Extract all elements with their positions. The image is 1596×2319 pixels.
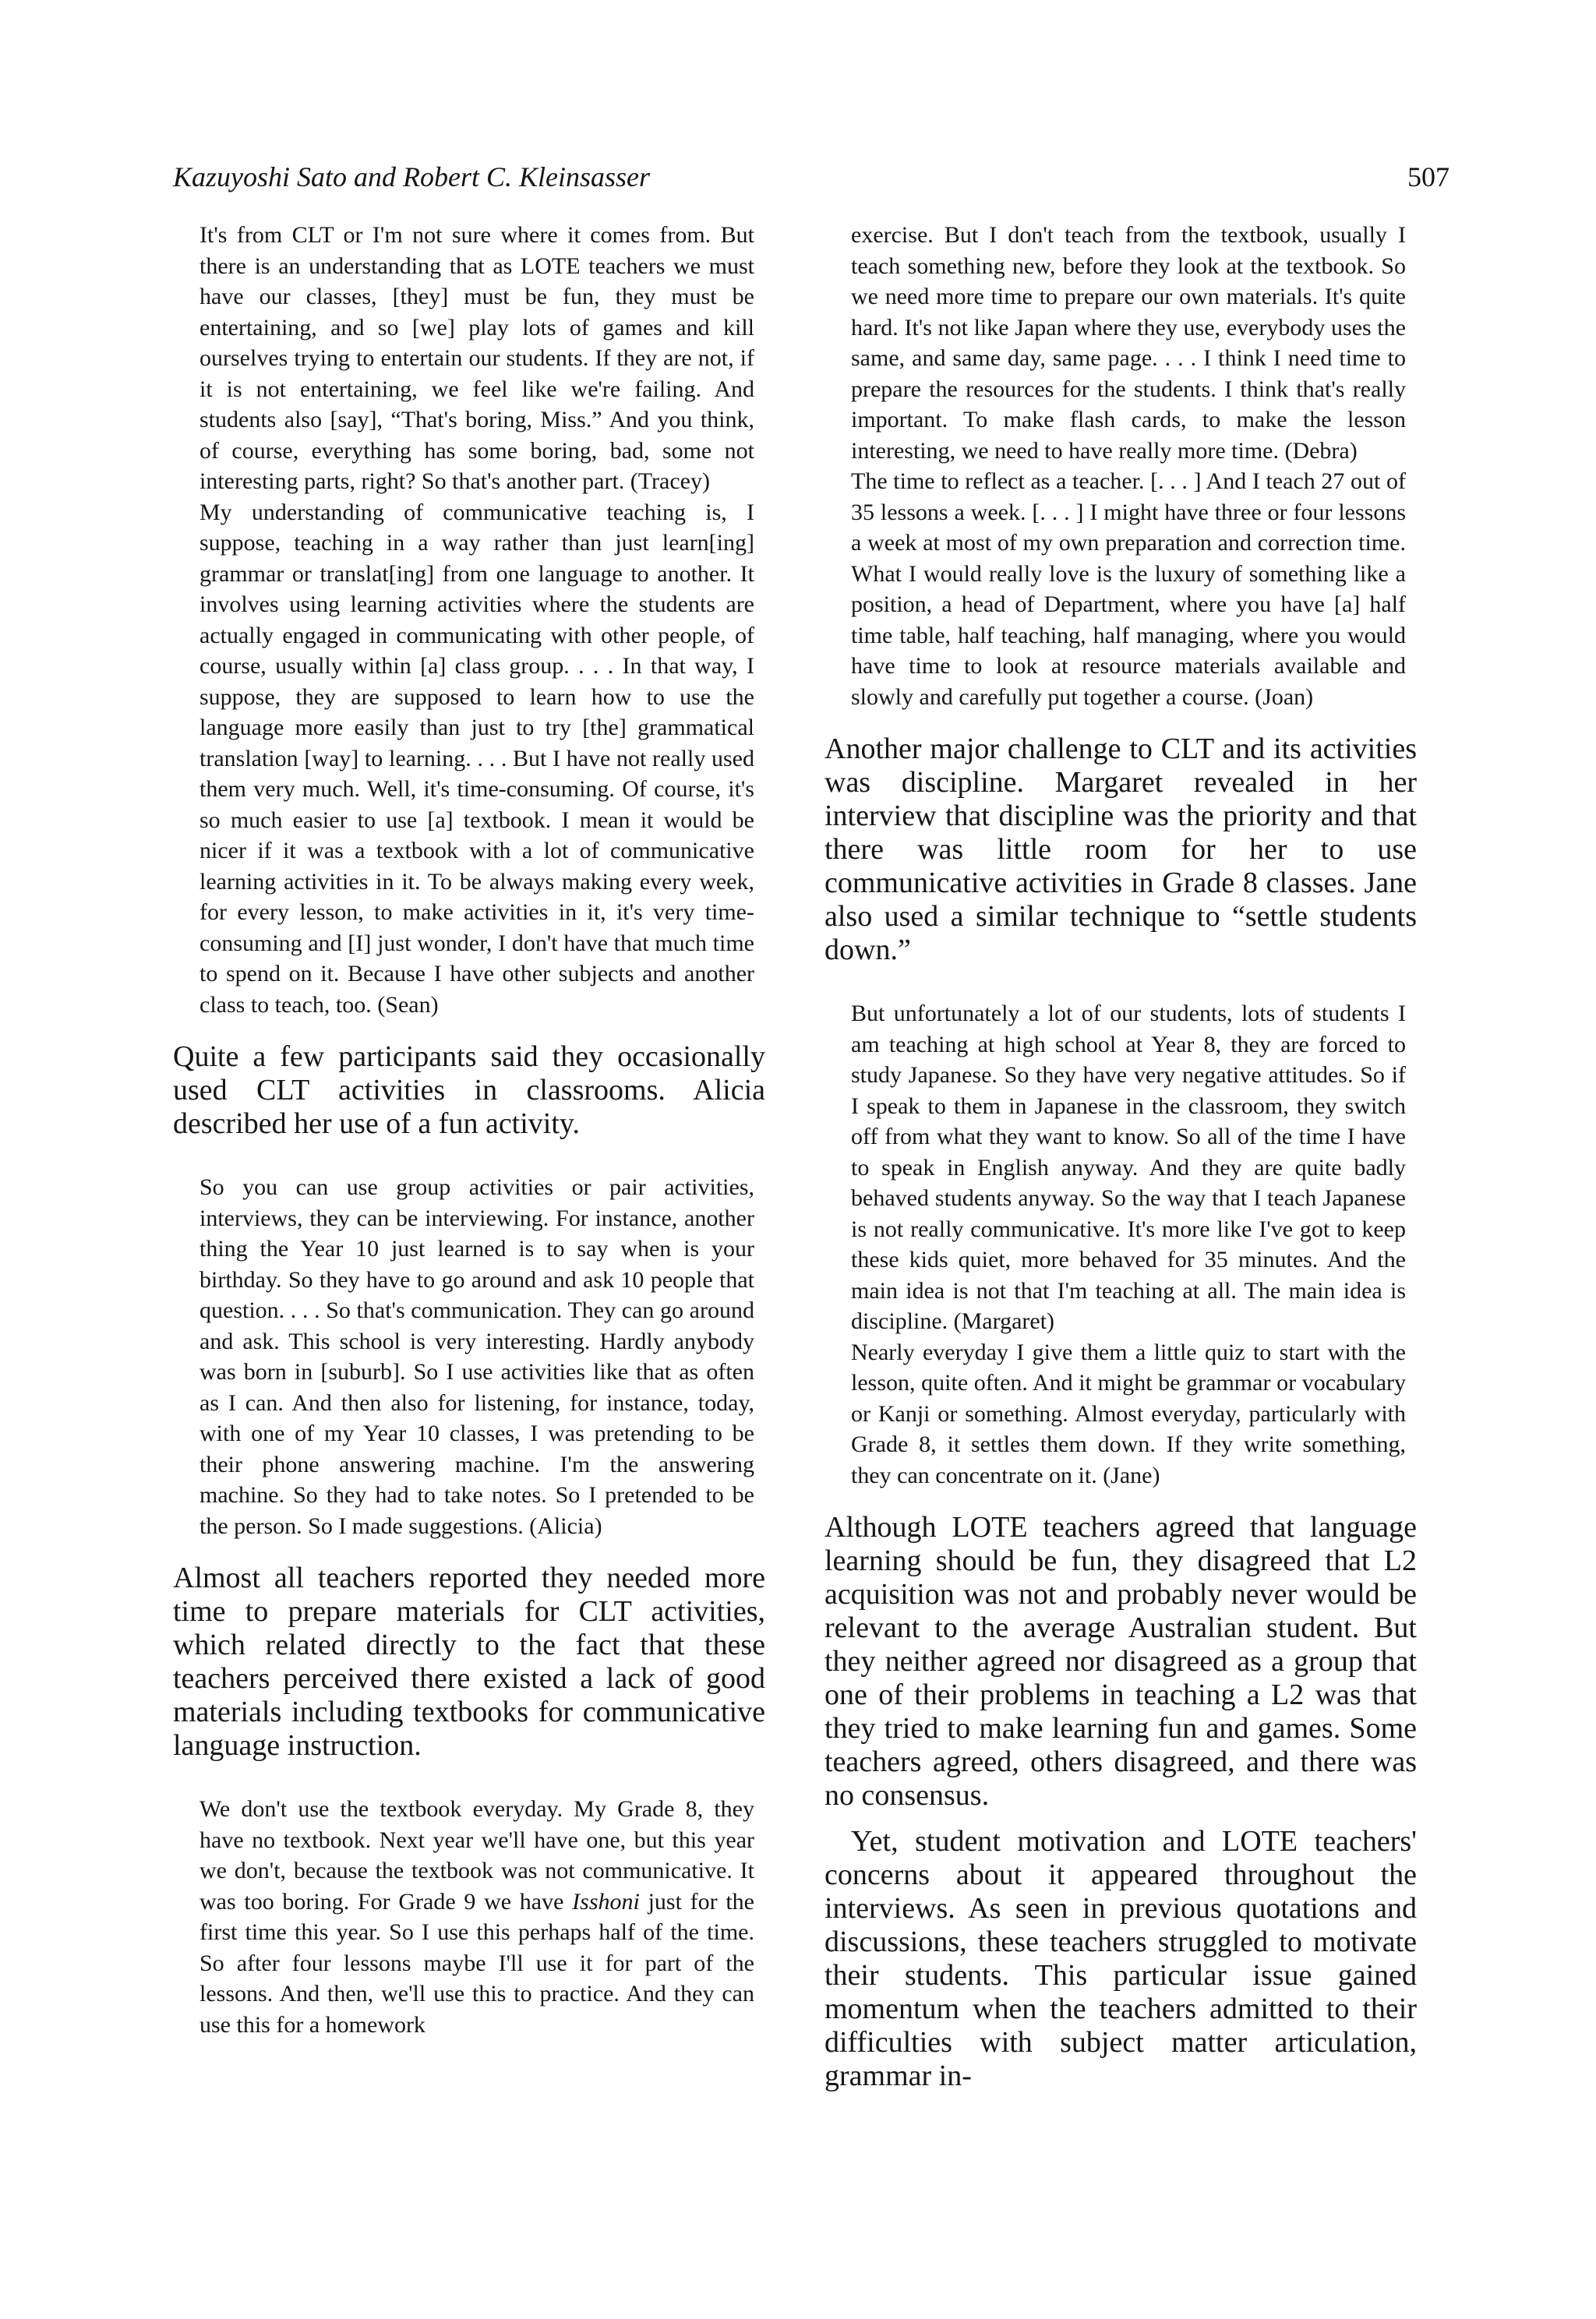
- block-quote-debra-continued: exercise. But I don't teach from the textbook, usually I teach something new, before they look at the textbook. So we need more time to prepare our own materials. It's quite hard. It's not like Japan where they use, everybody uses the same, and same day, same page. . . . I think I need time to prepare the resources for the students. I think that's really important. To make flash cards, to make the lesson interesting, we need to have really more time. (Debra): [851, 222, 1406, 464]
- block-quote-sean: My understanding of communicative teaching is, I suppose, teaching in a way rather than just learn[ing] grammar or translat[ing] from one language to another. It involves using learning activities where the students are actually engaged in communicating with other people, of course, usually within [a] class group. . . . In that way, I suppose, they are supposed to learn how to use the language more easily than just to try [the] grammatical translation [way] to learning. . . . But I have not really used them very much. Well, it's time-consuming. Of course, it's so much easier to use [a] textbook. I mean it would be nicer if it was a textbook with a lot of communicative learning activities in it. To be always making every week, for every lesson, to make activities in it, it's very time-consuming and [I] just wonder, I don't have that much time to spend on it. Because I have other subjects and another class to teach, too. (Sean): [200, 499, 754, 1018]
- textbook-title: Isshoni: [572, 1888, 640, 1915]
- paragraph-time-materials: Almost all teachers reported they needed more time to prepare materials for CLT activities, which related directly to the fact that these teachers perceived there existed a lack of good materials including textbooks for communicative language instruction.: [173, 1562, 765, 1762]
- paragraph-discipline: Another major challenge to CLT and its activities was discipline. Margaret revealed in her interview that discipline was the priority and that there was little room for her to use communicative activities in Grade 8 classes. Jane also used a similar technique to “settle students down.”: [824, 732, 1417, 966]
- block-quote-margaret: But unfortunately a lot of our students, lots of students I am teaching at high school at Year 8, they are forced to study Japanese. So they have very negative attitudes. So if I speak to them in Japanese in the classroom, they switch off from what they want to know. So all of the time I have to speak in English anyway. And they are quite badly behaved students anyway. So the way that I teach Japanese is not really communicative. It's more like I've got to keep these kids quiet, more behaved for 35 minutes. And the main idea is not that I'm teaching at all. The main idea is discipline. (Margaret): [851, 1001, 1406, 1334]
- block-quote-alicia: So you can use group activities or pair activities, interviews, they can be interviewing. For instance, another thing the Year 10 just learned is to say when is your birthday. So they have to go around and ask 10 people that question. . . . So that's communication. They can go around and ask. This school is very interesting. Hardly anybody was born in [suburb]. So I use activities like that as often as I can. And then also for listening, for instance, today, with one of my Year 10 classes, I was pretending to be their phone answering machine. I'm the answering machine. So they had to take notes. So I pretended to be the person. So I made suggestions. (Alicia): [200, 1174, 754, 1539]
- left-column: [173, 220, 765, 2040]
- block-quote-jane: Nearly everyday I give them a little quiz to start with the lesson, quite often. And it might be grammar or vocabulary or Kanji or something. Almost everyday, particularly with Grade 8, it settles them down. If they write something, they can concentrate on it. (Jane): [851, 1339, 1406, 1488]
- block-quote-tracey: It's from CLT or I'm not sure where it comes from. But there is an understanding that as LOTE teachers we must have our classes, [they] must be fun, they must be entertaining, and so [we] play lots of games and kill ourselves trying to entertain our students. If they are not, if it is not entertaining, we feel like we're failing. And students also [say], “That's boring, Miss.” And you think, of course, everything has some boring, bad, some not interesting parts, right? So that's another part. (Tracey): [200, 222, 754, 494]
- page-number: 507: [1407, 161, 1449, 192]
- right-column: [824, 220, 1417, 2093]
- running-header-authors: Kazuyoshi Sato and Robert C. Kleinsasser: [173, 161, 651, 192]
- paragraph-lote-fun: Although LOTE teachers agreed that language learning should be fun, they disagreed that L2 acquisition was not and probably never would be relevant to the average Australian student. But they neither agreed nor disagreed as a group that one of their problems in teaching a L2 was that they tried to make learning fun and games. Some teachers agreed, others disagreed, and there was no consensus.: [824, 1511, 1417, 1812]
- paragraph-motivation: Yet, student motivation and LOTE teachers' concerns about it appeared throughout the interviews. As seen in previous quotations and discussions, these teachers struggled to motivate their students. This particular issue gained momentum when the teachers admitted to their difficulties with subject matter articulation, grammar in-: [824, 1825, 1417, 2092]
- quote-debra-text-1: We don't use the textbook everyday. My Grade 8, they have no textbook. Next year we'll have one, but this year we don't, because the textbook was not communicative. It was too boring. For Grade 9 we have: [200, 1796, 754, 1915]
- block-quote-joan: The time to reflect as a teacher. [. . . ] And I teach 27 out of 35 lessons a week. [. . . ] I might have three or four lessons a week at most of my own preparation and correction time. What I would really love is the luxury of something like a position, a head of Department, where you have [a] half time table, half teaching, half managing, where you would have time to look at resource materials available and slowly and carefully put together a course. (Joan): [851, 468, 1406, 710]
- paragraph-fun-activity: Quite a few participants said they occasionally used CLT activities in classrooms. Alicia described her use of a fun activity.: [173, 1040, 765, 1140]
- quote-debra-text-2: just for the first time this year. So I use this perhaps half of the time. So after four lessons maybe I'll use it for part of the lessons. And then, we'll use this to practice. And they can use this for a homework: [200, 1888, 754, 2038]
- block-quote-debra: [200, 1794, 754, 2040]
